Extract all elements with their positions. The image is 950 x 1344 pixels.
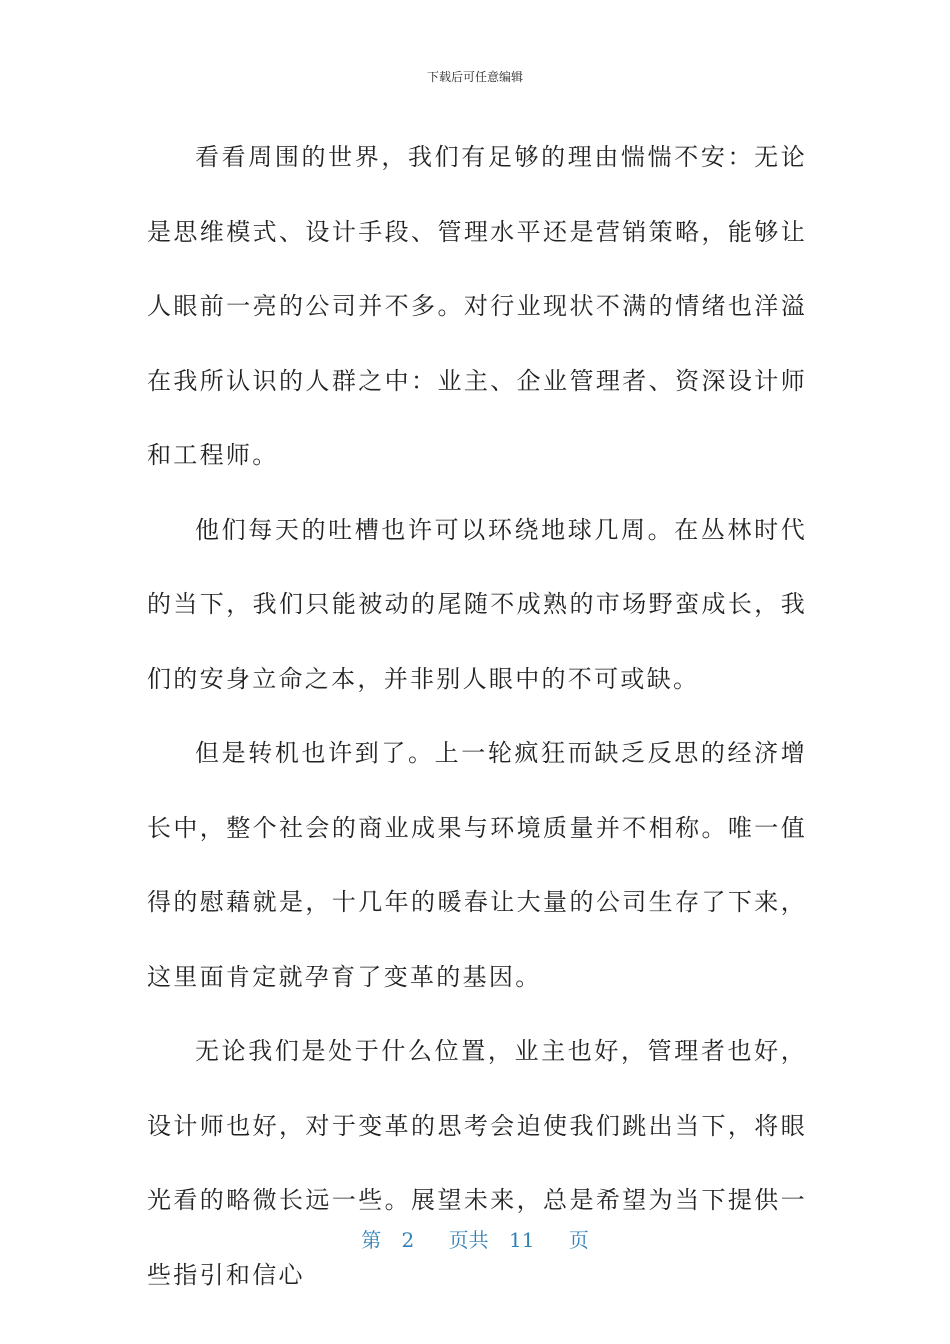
footer-prefix: 第 xyxy=(361,1228,382,1252)
footer-page-number: 2 xyxy=(401,1228,415,1252)
document-body xyxy=(147,120,807,1312)
footer-total-pages: 11 xyxy=(509,1228,535,1252)
paragraph-1: 看看周围的世界，我们有足够的理由惴惴不安：无论是思维模式、设计手段、管理水平还是营销策略，能够让人眼前一亮的公司并不多。对行业现状不满的情绪也洋溢在我所认识的人群之中：业主、企业管理者、资深设计师和工程师。 xyxy=(147,143,807,469)
paragraph-2: 他们每天的吐槽也许可以环绕地球几周。在丛林时代的当下，我们只能被动的尾随不成熟的市场野蛮成长，我们的安身立命之本，并非别人眼中的不可或缺。 xyxy=(147,515,807,693)
page-footer xyxy=(0,1224,950,1253)
paragraph-4: 无论我们是处于什么位置，业主也好，管理者也好，设计师也好，对于变革的思考会迫使我们跳出当下，将眼光看的略微长远一些。展望未来，总是希望为当下提供一些指引和信心 xyxy=(147,1037,807,1289)
paragraph-3: 但是转机也许到了。上一轮疯狂而缺乏反思的经济增长中，整个社会的商业成果与环境质量并不相称。唯一值得的慰藉就是，十几年的暖春让大量的公司生存了下来，这里面肯定就孕育了变革的基因。 xyxy=(147,739,807,991)
header-note: 下载后可任意编辑 xyxy=(426,70,523,84)
footer-middle: 页共 xyxy=(448,1228,489,1252)
footer-suffix: 页 xyxy=(568,1228,589,1252)
